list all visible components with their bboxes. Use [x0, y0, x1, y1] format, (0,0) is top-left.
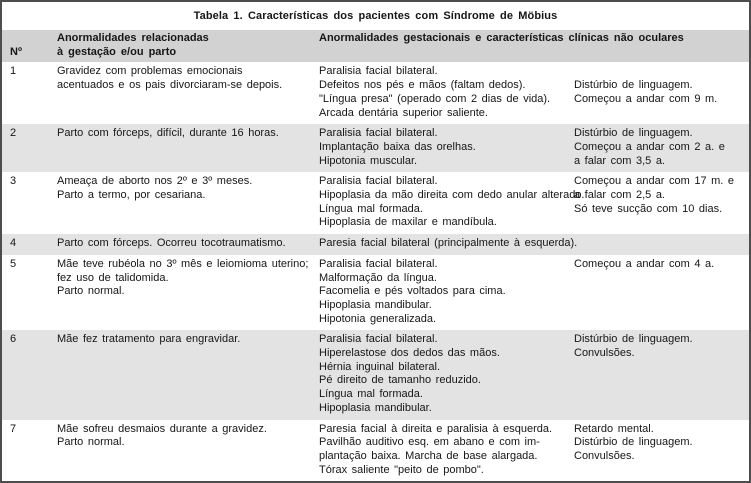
cell-line — [574, 65, 747, 79]
cell-line: 4 — [10, 237, 17, 250]
cell-num — [2, 65, 57, 120]
cell-line: fez uso de talidomida. — [57, 271, 169, 284]
cell-gestation — [57, 175, 319, 230]
cell-line: a falar com 3,5 a. — [574, 154, 665, 167]
cell-line: a falar com 2,5 a. — [574, 189, 665, 202]
cell-outcome — [574, 65, 749, 120]
col-header-gestation — [57, 32, 319, 59]
cell-clinical — [319, 65, 574, 120]
cell-outcome — [574, 237, 749, 251]
cell-line: Começou a andar com 2 a. e — [574, 140, 725, 153]
cell-line: Paresia facial à direita e paralisia à esquerda. — [319, 422, 553, 435]
cell-line: Começou a andar com 17 m. e — [574, 175, 735, 188]
cell-line: Língua mal formada. — [319, 202, 423, 215]
table-row — [2, 255, 749, 331]
cell-line: Paralisia facial bilateral. — [319, 257, 438, 270]
cell-num — [2, 237, 57, 251]
cell-clinical — [319, 175, 585, 230]
cell-line: Ameaça de aborto nos 2º e 3º meses. — [57, 175, 253, 188]
cell-clinical — [319, 237, 578, 251]
cell-gestation — [57, 237, 319, 251]
cell-line: Pavilhão auditivo esq. em abano e com im- — [319, 436, 540, 449]
cell-line: Hipotonia generalizada. — [319, 312, 437, 325]
table-row — [2, 124, 749, 172]
cell-line: Parto normal. — [57, 285, 125, 298]
cell-line: Mãe sofreu desmaios durante a gravidez. — [57, 422, 267, 435]
cell-line: Hiperelastose dos dedos das mãos. — [319, 347, 500, 360]
cell-line: Hipoplasia mandibular. — [319, 298, 432, 311]
cell-line: Pé direito de tamanho reduzido. — [319, 374, 481, 387]
cell-outcome — [574, 258, 749, 327]
col-header-clinical: Anormalidades gestacionais e características clínicas não oculares — [319, 32, 684, 44]
table-row — [2, 330, 749, 419]
cell-clinical — [319, 258, 574, 327]
cell-line: acentuados e os pais divorciaram-se depois. — [57, 79, 283, 92]
cell-line: "Língua presa" (operado com 2 dias de vida). — [319, 92, 551, 105]
cell-line: Começou a andar com 4 a. — [574, 257, 715, 270]
table-row — [2, 234, 749, 255]
cell-line: Paresia facial bilateral (principalmente à esquerda). — [319, 237, 578, 250]
cell-line: 1 — [10, 65, 17, 78]
cell-line: Hipoplasia da mão direita com dedo anular alterado. — [319, 189, 585, 202]
col-header-number: Nº — [10, 45, 22, 58]
cell-line: Língua mal formada. — [319, 388, 423, 401]
cell-line: Convulsões. — [574, 449, 635, 462]
cell-line: 6 — [10, 333, 17, 346]
cell-line: 7 — [10, 422, 17, 435]
cell-line: Facomelia e pés voltados para cima. — [319, 285, 506, 298]
table-header-row — [2, 30, 749, 62]
cell-gestation — [57, 65, 319, 120]
cell-line: Parto normal. — [57, 436, 125, 449]
cell-line: Malformação da língua. — [319, 271, 437, 284]
col-header-gestation-line1: Anormalidades relacionadas — [57, 32, 209, 44]
cell-num — [2, 175, 57, 230]
cell-line: 5 — [10, 257, 17, 270]
cell-num — [2, 423, 57, 478]
cell-line: Paralisia facial bilateral. — [319, 65, 438, 78]
cell-line: Distúrbio de linguagem. — [574, 127, 693, 140]
cell-line: Distúrbio de linguagem. — [574, 79, 693, 92]
cell-line: Gravidez com problemas emocionais — [57, 65, 243, 78]
cell-line: Arcada dentária superior saliente. — [319, 106, 488, 119]
cell-outcome — [574, 423, 749, 478]
table-body — [2, 62, 749, 481]
cell-line: 2 — [10, 127, 17, 140]
cell-line: Distúrbio de linguagem. — [574, 436, 693, 449]
cell-line: Mãe teve rubéola no 3º mês e leiomioma uterino; — [57, 257, 309, 270]
cell-clinical — [319, 127, 574, 168]
cell-line: 3 — [10, 175, 17, 188]
cell-line: Hipoplasia de maxilar e mandíbula. — [319, 216, 497, 229]
cell-gestation — [57, 423, 319, 478]
cell-line: Mãe fez tratamento para engravidar. — [57, 333, 241, 346]
cell-gestation — [57, 333, 319, 415]
cell-line: Hipotonia muscular. — [319, 154, 418, 167]
cell-num — [2, 258, 57, 327]
cell-outcome — [574, 127, 749, 168]
cell-line: Começou a andar com 9 m. — [574, 92, 718, 105]
cell-line: Paralisia facial bilateral. — [319, 175, 438, 188]
cell-line: Hérnia inguinal bilateral. — [319, 360, 441, 373]
cell-line: Convulsões. — [574, 347, 635, 360]
cell-line: Tórax saliente "peito de pombo". — [319, 463, 484, 476]
cell-line: Hipoplasia mandibular. — [319, 401, 432, 414]
col-header-gestation-line2: à gestação e/ou parto — [57, 45, 177, 58]
cell-line: Retardo mental. — [574, 422, 654, 435]
cell-outcome — [574, 333, 749, 415]
cell-line: Paralisia facial bilateral. — [319, 333, 438, 346]
cell-outcome — [574, 175, 749, 230]
cell-line: Parto a termo, por cesariana. — [57, 189, 206, 202]
cell-gestation — [57, 258, 319, 327]
cell-line: plantação baixa. Marcha de base alargada. — [319, 449, 538, 462]
cell-line: Parto com fórceps, difícil, durante 16 horas. — [57, 127, 279, 140]
table-row — [2, 420, 749, 482]
cell-line: Implantação baixa das orelhas. — [319, 140, 476, 153]
cell-clinical — [319, 423, 574, 478]
cell-line: Paralisia facial bilateral. — [319, 127, 438, 140]
cell-line: Defeitos nos pés e mãos (faltam dedos). — [319, 79, 526, 92]
cell-line: Só teve sucção com 10 dias. — [574, 202, 723, 215]
table-row — [2, 62, 749, 124]
table-row — [2, 172, 749, 234]
cell-num — [2, 127, 57, 168]
table-title: Tabela 1. Características dos pacientes com Síndrome de Möbius — [193, 10, 558, 22]
cell-num — [2, 333, 57, 415]
cell-clinical — [319, 333, 574, 415]
cell-line: Parto com fórceps. Ocorreu tocotraumatismo. — [57, 237, 286, 250]
cell-line: Distúrbio de linguagem. — [574, 333, 693, 346]
cell-gestation — [57, 127, 319, 168]
